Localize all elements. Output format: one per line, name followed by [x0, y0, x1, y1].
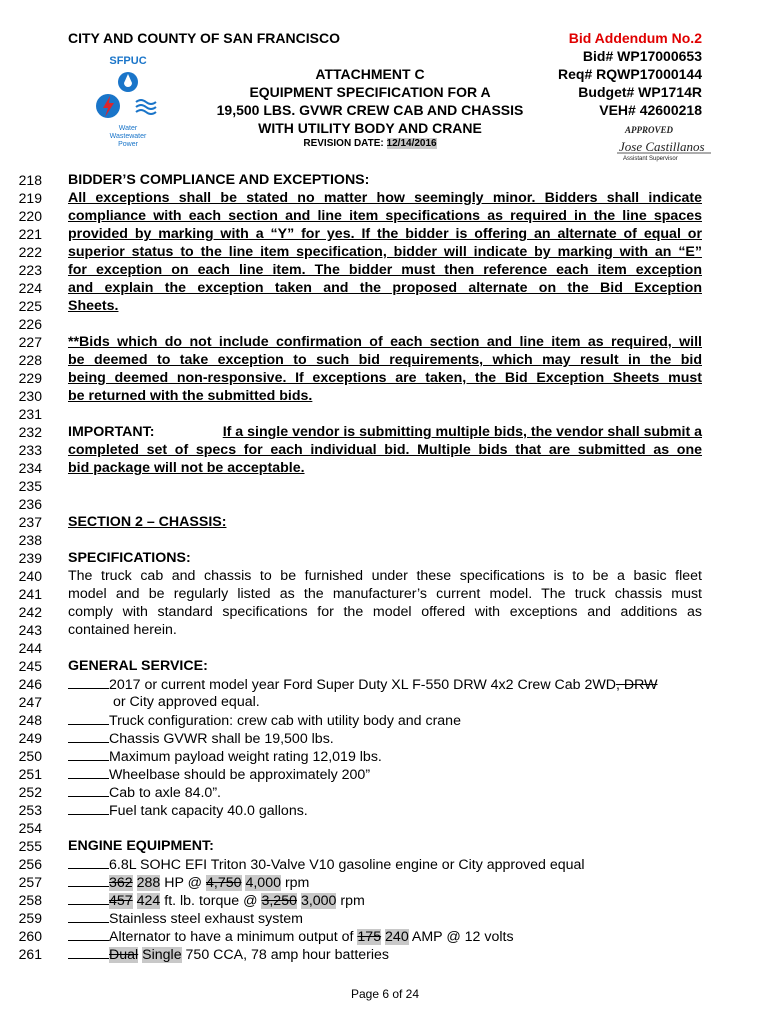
spec-item: 362 288 HP @ 4,750 4,000 rpm — [68, 873, 702, 892]
important-text: completed set of specs for each individual bid. Multiple bids that are submitted as one — [68, 442, 702, 458]
line-number: 261 — [18, 946, 42, 962]
line-number: 228 — [18, 352, 42, 368]
spec-item: Cab to axle 84.0”. — [68, 783, 702, 802]
bid-number: Bid# WP17000653 — [582, 48, 702, 64]
line-number: 242 — [18, 604, 42, 620]
specifications-heading: SPECIFICATIONS: — [68, 550, 191, 566]
sfpuc-logo — [88, 50, 168, 150]
spec-item: Stainless steel exhaust system — [68, 909, 702, 928]
signature-text: Jose Castillanos — [619, 139, 705, 154]
line-number: 244 — [18, 640, 42, 656]
revision-line — [170, 138, 570, 149]
approval-signature — [615, 124, 715, 162]
line-number: 243 — [18, 622, 42, 638]
spec-item: Alternator to have a minimum output of 175 240 AMP @ 12 volts — [68, 927, 702, 946]
line-number: 237 — [18, 514, 42, 530]
line-number: 235 — [18, 478, 42, 494]
compliance-text: All exceptions shall be stated no matter how seemingly minor. Bidders shall indicate — [68, 190, 702, 206]
line-number: 248 — [18, 712, 42, 728]
line-number: 224 — [18, 280, 42, 296]
line-number: 241 — [18, 586, 42, 602]
spec-item-continued: or City approved equal. — [113, 694, 260, 710]
line-number: 223 — [18, 262, 42, 278]
page-number: Page 6 of 24 — [350, 987, 420, 1001]
compliance-text: and explain the exception taken and the proposed alternate on the Bid Exception — [68, 280, 702, 296]
compliance-blank[interactable] — [68, 873, 109, 887]
spec-title-1: EQUIPMENT SPECIFICATION FOR A — [249, 84, 491, 100]
approved-stamp: APPROVED — [625, 125, 674, 135]
line-number: 247 — [18, 694, 42, 710]
logo-power-text: Power — [118, 141, 138, 148]
line-number: 233 — [18, 442, 42, 458]
line-number: 249 — [18, 730, 42, 746]
compliance-blank[interactable] — [68, 909, 109, 923]
spec-item: Maximum payload weight rating 12,019 lbs. — [68, 747, 702, 766]
line-number: 226 — [18, 316, 42, 332]
spec-item: Wheelbase should be approximately 200” — [68, 765, 702, 784]
spec-item: Truck configuration: crew cab with utility body and crane — [68, 711, 702, 730]
important-label: IMPORTANT: — [68, 424, 155, 440]
line-number: 229 — [18, 370, 42, 386]
spec-item: 6.8L SOHC EFI Triton 30-Valve V10 gasoline engine or City approved equal — [68, 855, 702, 874]
spec-item: 2017 or current model year Ford Super Duty XL F-550 DRW 4x2 Crew Cab 2WD, DRW — [68, 675, 702, 694]
addendum-label: Bid Addendum No.2 — [568, 30, 702, 46]
line-number: 220 — [18, 208, 42, 224]
engine-equipment-heading: ENGINE EQUIPMENT: — [68, 838, 214, 854]
line-number: 257 — [18, 874, 42, 890]
city-title: CITY AND COUNTY OF SAN FRANCISCO — [68, 30, 340, 46]
sfpuc-logo-graphic — [88, 50, 168, 150]
line-number: 246 — [18, 676, 42, 692]
compliance-text: for exception on each line item. The bidder must then reference each item exception — [68, 262, 702, 278]
line-number: 253 — [18, 802, 42, 818]
important-line — [68, 423, 702, 441]
compliance-text: compliance with each section and line item specifications as required in the line spaces — [68, 208, 702, 224]
important-text: If a single vendor is submitting multiple bids, the vendor shall submit a — [222, 424, 702, 440]
revision-date: 12/14/2016 — [386, 138, 437, 149]
logo-wastewater-text: Wastewater — [109, 133, 147, 140]
spec-item: 457 424 ft. lb. torque @ 3,250 3,000 rpm — [68, 891, 702, 910]
line-number: 255 — [18, 838, 42, 854]
line-number: 250 — [18, 748, 42, 764]
line-number: 238 — [18, 532, 42, 548]
compliance-blank[interactable] — [68, 711, 109, 725]
signature-graphic — [615, 124, 715, 162]
compliance-blank[interactable] — [68, 945, 109, 959]
nonresponsive-text: **Bids which do not include confirmation of each section and line item as required, will — [68, 334, 702, 350]
attachment-label: ATTACHMENT C — [315, 66, 425, 82]
specifications-text: comply with standard specifications for the model offered with exceptions and additions as — [68, 604, 702, 620]
line-number: 260 — [18, 928, 42, 944]
line-number: 256 — [18, 856, 42, 872]
logo-arc-text: SFPUC — [109, 55, 147, 67]
line-number: 259 — [18, 910, 42, 926]
line-number: 252 — [18, 784, 42, 800]
signer-title: Assistant Supervisor — [623, 156, 678, 162]
spec-title-2: 19,500 LBS. GVWR CREW CAB AND CHASSIS — [216, 102, 524, 118]
compliance-blank[interactable] — [68, 747, 109, 761]
compliance-blank[interactable] — [68, 765, 109, 779]
line-number: 232 — [18, 424, 42, 440]
compliance-text: provided by marking with a “Y” for yes. If the bidder is offering an alternate of equal or — [68, 226, 702, 242]
compliance-blank[interactable] — [68, 783, 109, 797]
line-number: 222 — [18, 244, 42, 260]
logo-water-text: Water — [118, 125, 138, 132]
spec-item: Fuel tank capacity 40.0 gallons. — [68, 801, 702, 820]
line-number: 225 — [18, 298, 42, 314]
line-number: 230 — [18, 388, 42, 404]
line-number: 234 — [18, 460, 42, 476]
nonresponsive-text: be returned with the submitted bids. — [68, 388, 313, 404]
line-number: 221 — [18, 226, 42, 242]
line-number: 258 — [18, 892, 42, 908]
compliance-blank[interactable] — [68, 855, 109, 869]
section-2-heading: SECTION 2 – CHASSIS: — [68, 514, 227, 530]
revision-label: REVISION DATE: — [303, 138, 384, 149]
specifications-text: The truck cab and chassis to be furnished under these specifications is to be a basic fleet — [68, 568, 702, 584]
spec-title-3: WITH UTILITY BODY AND CRANE — [258, 120, 482, 136]
line-number: 251 — [18, 766, 42, 782]
line-number: 236 — [18, 496, 42, 512]
specifications-text: model and be regularly listed as the manufacturer’s current model. The truck chassis must — [68, 586, 702, 602]
nonresponsive-text: be deemed to take exception to such bid requirements, which may result in the bid — [68, 352, 702, 368]
compliance-text: superior status to the line item specification, bidder will indicate by marking with an “E” — [68, 244, 702, 260]
compliance-blank[interactable] — [68, 801, 109, 815]
compliance-text: Sheets. — [68, 298, 119, 314]
spec-item: Dual Single 750 CCA, 78 amp hour batteries — [68, 945, 702, 964]
compliance-heading: BIDDER’S COMPLIANCE AND EXCEPTIONS: — [68, 172, 370, 188]
general-service-heading: GENERAL SERVICE: — [68, 658, 208, 674]
line-number: 227 — [18, 334, 42, 350]
line-number: 245 — [18, 658, 42, 674]
req-number: Req# RQWP17000144 — [558, 66, 702, 82]
budget-number: Budget# WP1714R — [578, 84, 702, 100]
line-number: 218 — [18, 172, 42, 188]
spec-item: Chassis GVWR shall be 19,500 lbs. — [68, 729, 702, 748]
specifications-text: contained herein. — [68, 622, 177, 638]
compliance-blank[interactable] — [68, 675, 109, 689]
line-number: 254 — [18, 820, 42, 836]
veh-number: VEH# 42600218 — [599, 102, 702, 118]
important-text: bid package will not be acceptable. — [68, 460, 305, 476]
line-number: 219 — [18, 190, 42, 206]
line-number: 239 — [18, 550, 42, 566]
compliance-blank[interactable] — [68, 927, 109, 941]
nonresponsive-text: being deemed non-responsive. If exceptions are taken, the Bid Exception Sheets must — [68, 370, 702, 386]
line-number: 240 — [18, 568, 42, 584]
line-number: 231 — [18, 406, 42, 422]
compliance-blank[interactable] — [68, 891, 109, 905]
compliance-blank[interactable] — [68, 729, 109, 743]
